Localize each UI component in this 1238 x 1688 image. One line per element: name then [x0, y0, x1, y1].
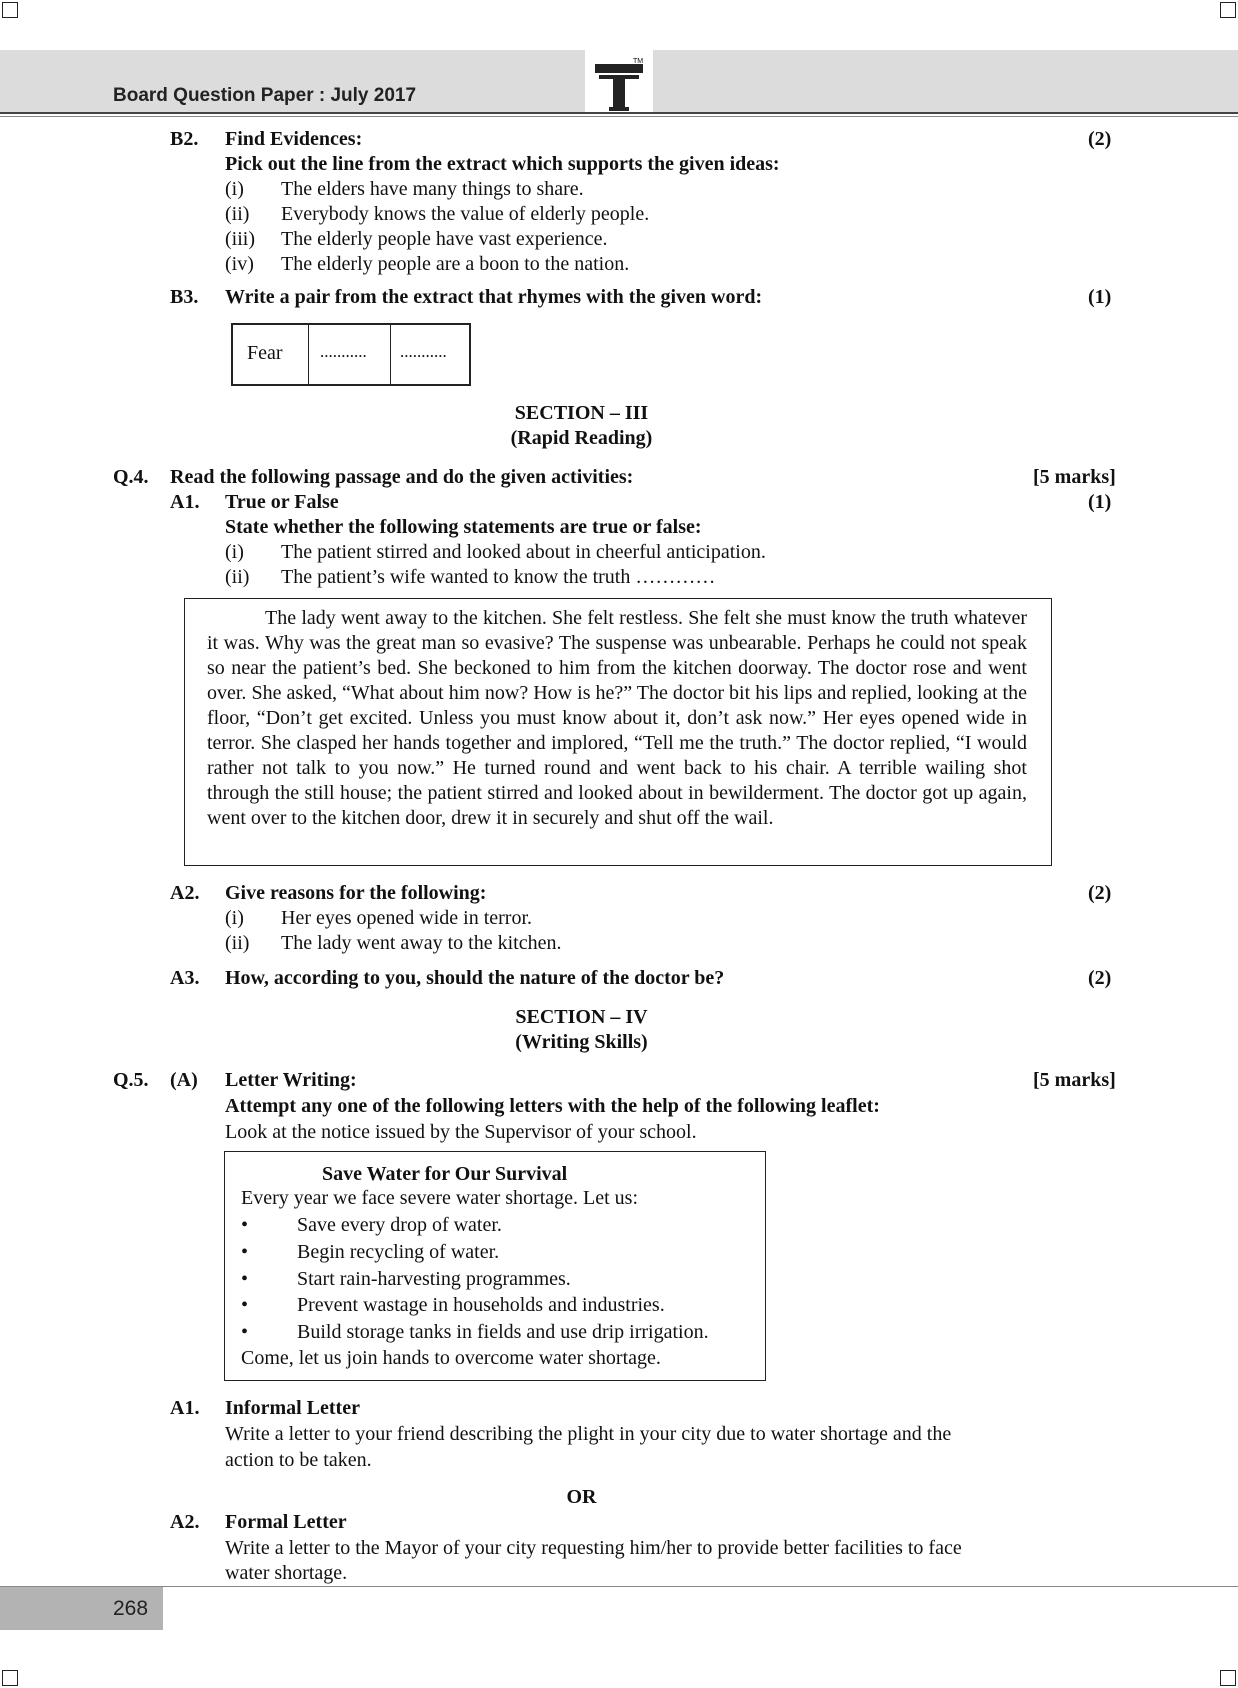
q4-a2-item-num: (ii) [225, 932, 250, 954]
b2-title: Find Evidences: [225, 128, 363, 150]
section-4-title: SECTION – IV [515, 1006, 648, 1028]
b2-item-text: The elders have many things to share. [281, 178, 584, 200]
q5-a1-title: Informal Letter [225, 1397, 360, 1419]
q4-marks: [5 marks] [1033, 466, 1116, 488]
q4-a1-item-text: The patient’s wife wanted to know the truth ………… [281, 566, 716, 588]
q5-title: Letter Writing: [225, 1069, 357, 1091]
leaflet-closing: Come, let us join hands to overcome water shortage. [241, 1347, 661, 1369]
page-number: 268 [113, 1597, 149, 1620]
page-header-title: Board Question Paper : July 2017 [113, 85, 417, 106]
q4-a2-item-num: (i) [225, 907, 244, 929]
leaflet-item: Save every drop of water. [297, 1214, 502, 1236]
q4-a1-marks: (1) [1088, 491, 1112, 513]
q5-marks: [5 marks] [1033, 1069, 1116, 1091]
or-separator: OR [566, 1486, 597, 1508]
section-3-title: SECTION – III [514, 402, 649, 424]
q4-a3-marks: (2) [1088, 967, 1112, 989]
passage [207, 606, 1027, 831]
bullet-icon: • [241, 1241, 249, 1263]
bullet-icon: • [241, 1321, 249, 1343]
rhyme-table-divider [390, 323, 391, 386]
leaflet-title: Save Water for Our Survival [322, 1163, 568, 1185]
q5-a1-text: Write a letter to your friend describing the plight in your city due to water shortage and the [225, 1423, 952, 1445]
q5-a2-label: A2. [170, 1511, 200, 1533]
q5-label: Q.5. [113, 1069, 149, 1091]
q5-part: (A) [170, 1069, 198, 1091]
q4-a2-item-text: Her eyes opened wide in terror. [281, 907, 533, 929]
rhyme-table-cell: Fear [247, 342, 283, 364]
passage-text: The lady went away to the kitchen. She felt restless. She felt she must know the truth whatever it was. Why was the great man so evasive? The suspense was unbearable. Perhaps he could not speak so near the patient’s bed. She beckoned to him from the kitchen doorway. The doctor rose and went over. She asked, “What about him now? How is he?” The doctor bit his lips and replied, looking at the floor, “Don’t get excited. Unless you must know about it, don’t ask now.” Her eyes opened wide in terror. She clasped her hands together and implored, “Tell me the truth.” The doctor replied, “I would rather not talk to you now.” He turned round and went back to his chair. A terrible wailing shot through the still house; the patient stirred and looked about in bewilderment. The doctor got up again, went over to the kitchen door, drew it in securely and shut off the wail. [207, 607, 1027, 829]
crop-mark-bottom-right [1220, 1670, 1236, 1686]
b2-item-num: (iii) [225, 228, 255, 250]
bullet-icon: • [241, 1268, 249, 1290]
q4-a3-label: A3. [170, 967, 200, 989]
q4-a1-title: True or False [225, 491, 339, 513]
leaflet-item: Prevent wastage in households and industries. [297, 1294, 665, 1316]
trademark-mark: TM [633, 58, 644, 65]
q4-a2-label: A2. [170, 882, 200, 904]
q5-note: Look at the notice issued by the Supervisor of your school. [225, 1121, 697, 1143]
rhyme-table-cell: ........... [320, 342, 367, 361]
header-rule [0, 112, 1238, 114]
b2-item-num: (iv) [225, 253, 254, 275]
crop-mark-bottom-left [2, 1670, 18, 1686]
q5-a1-text: action to be taken. [225, 1449, 372, 1471]
b2-marks: (2) [1088, 128, 1112, 150]
q4-label: Q.4. [113, 466, 149, 488]
leaflet-intro: Every year we face severe water shortage. Let us: [241, 1187, 639, 1209]
crop-mark-top-right [1220, 2, 1236, 18]
q5-a1-label: A1. [170, 1397, 200, 1419]
q5-a2-title: Formal Letter [225, 1511, 347, 1533]
b2-item-num: (i) [225, 178, 244, 200]
q4-title: Read the following passage and do the given activities: [170, 466, 634, 488]
q4-a2-marks: (2) [1088, 882, 1112, 904]
q4-a1-label: A1. [170, 491, 200, 513]
q5-instruction: Attempt any one of the following letters with the help of the following leaflet: [225, 1095, 880, 1117]
b3-label: B3. [170, 286, 199, 308]
q5-a2-text: water shortage. [225, 1562, 348, 1584]
b2-instruction: Pick out the line from the extract which supports the given ideas: [225, 153, 780, 175]
q4-a1-instruction: State whether the following statements are true or false: [225, 516, 702, 538]
b3-title: Write a pair from the extract that rhymes with the given word: [225, 286, 763, 308]
q4-a2-item-text: The lady went away to the kitchen. [281, 932, 562, 954]
q4-a2-title: Give reasons for the following: [225, 882, 487, 904]
b2-item-num: (ii) [225, 203, 250, 225]
leaflet-item: Start rain-harvesting programmes. [297, 1268, 571, 1290]
section-3-subtitle: (Rapid Reading) [510, 427, 653, 449]
leaflet-item: Begin recycling of water. [297, 1241, 500, 1263]
bullet-icon: • [241, 1294, 249, 1316]
q5-a2-text: Write a letter to the Mayor of your city requesting him/her to provide better facilities to face [225, 1537, 962, 1559]
rhyme-table-divider [308, 323, 309, 386]
rhyme-table-cell: ........... [400, 342, 447, 361]
q4-a1-item-text: The patient stirred and looked about in cheerful anticipation. [281, 541, 766, 563]
q4-a1-item-num: (ii) [225, 566, 250, 588]
header-rule-thin [0, 116, 1238, 117]
crop-mark-top-left [2, 2, 18, 18]
footer-rule [0, 1586, 1238, 1587]
q4-a1-item-num: (i) [225, 541, 244, 563]
section-4-subtitle: (Writing Skills) [515, 1031, 648, 1053]
b2-item-text: Everybody knows the value of elderly people. [281, 203, 650, 225]
b2-label: B2. [170, 128, 199, 150]
leaflet-item: Build storage tanks in fields and use drip irrigation. [297, 1321, 709, 1343]
b2-item-text: The elderly people are a boon to the nation. [281, 253, 630, 275]
b3-marks: (1) [1088, 286, 1112, 308]
q4-a3-title: How, according to you, should the nature of the doctor be? [225, 967, 725, 989]
logo-box [585, 50, 653, 116]
b2-item-text: The elderly people have vast experience. [281, 228, 608, 250]
bullet-icon: • [241, 1214, 249, 1236]
